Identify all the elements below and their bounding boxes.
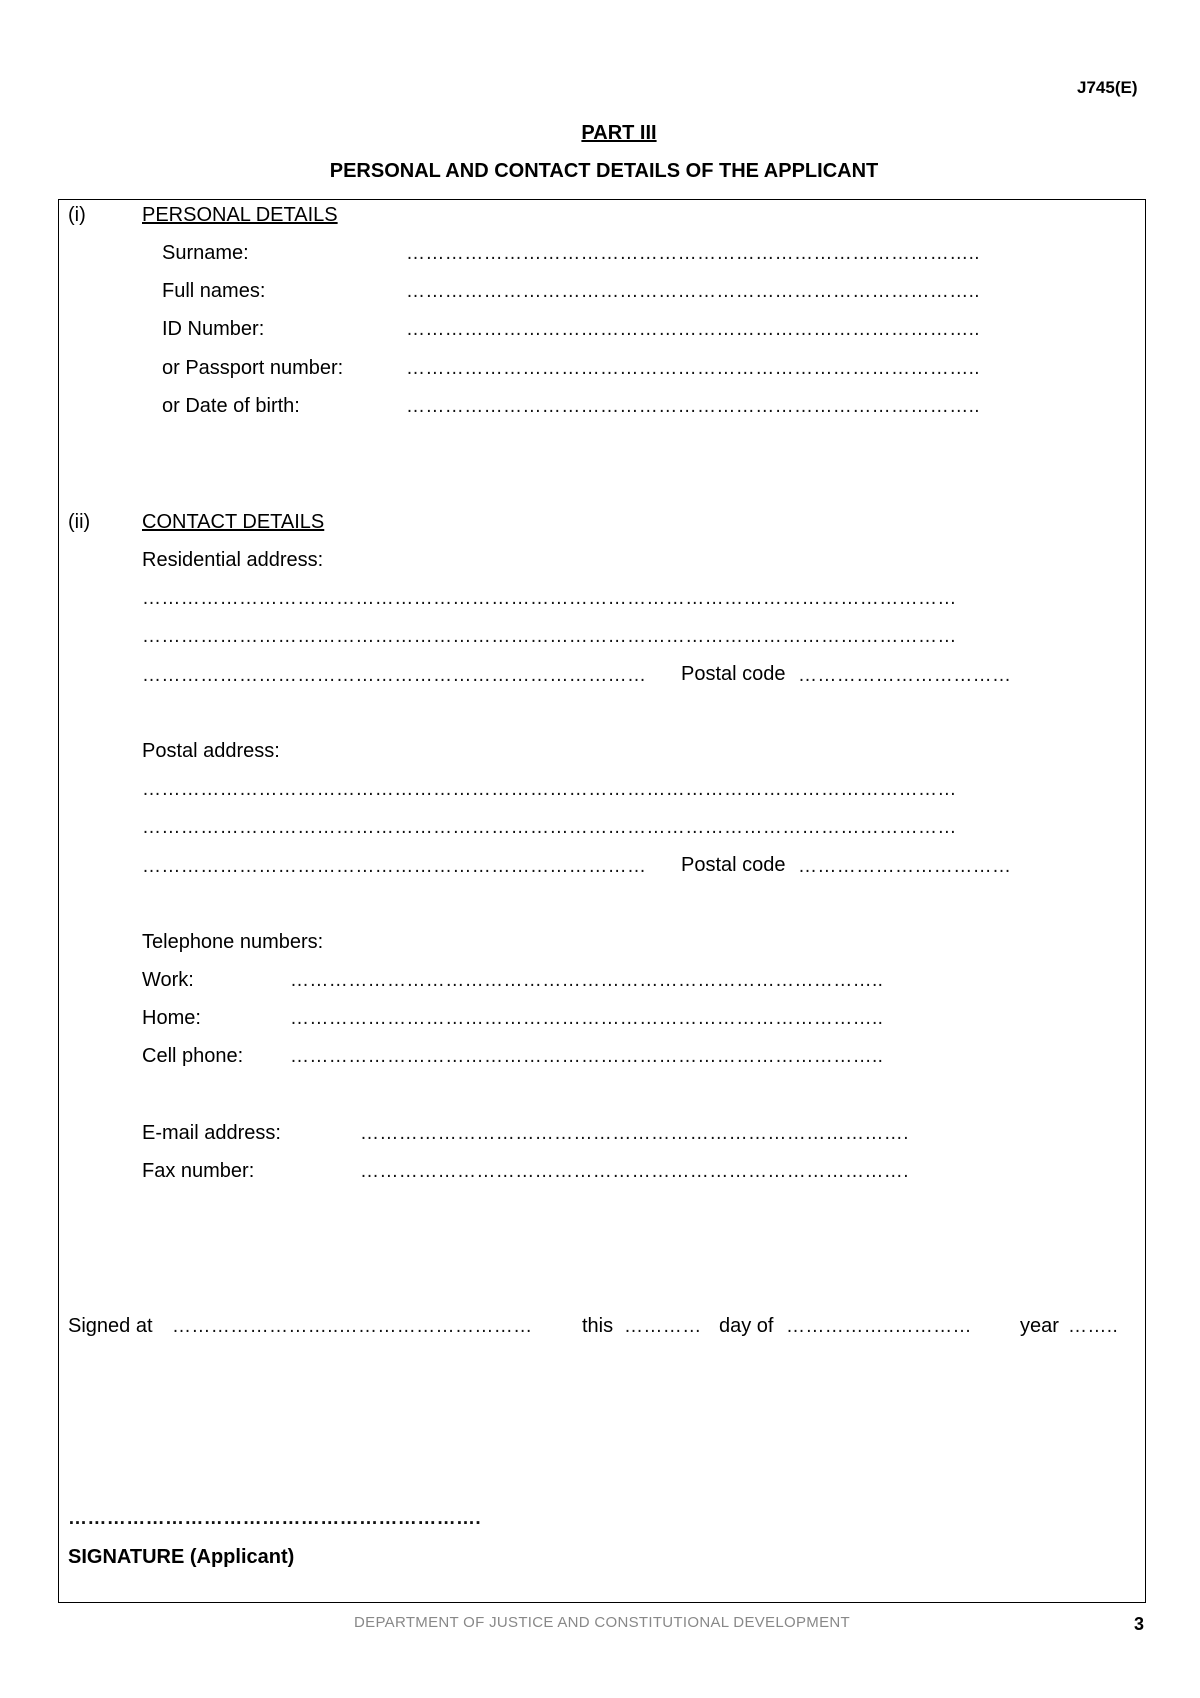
this-label: this bbox=[582, 1315, 614, 1337]
work-phone-field[interactable]: ……………………………………………………………………………….. bbox=[290, 970, 884, 991]
signed-at-label: Signed at bbox=[68, 1315, 153, 1337]
fax-number-label: Fax number: bbox=[142, 1160, 255, 1182]
residential-postal-code-label: Postal code bbox=[681, 663, 786, 685]
signature-field[interactable]: ………………………………………………………. bbox=[68, 1508, 482, 1529]
passport-number-field[interactable]: …………………………………………………………………………….. bbox=[406, 358, 980, 379]
section-heading-personal: PERSONAL DETAILS bbox=[142, 204, 338, 226]
work-phone-label: Work: bbox=[142, 969, 194, 991]
home-phone-label: Home: bbox=[142, 1007, 201, 1029]
cell-phone-label: Cell phone: bbox=[142, 1045, 244, 1067]
residential-postal-code-field[interactable]: …………………………… bbox=[798, 665, 1012, 686]
postal-address-line-2[interactable]: ……………………………………………………………………………………………………………… bbox=[142, 817, 957, 838]
residential-address-line-1[interactable]: ……………………………………………………………………………………………………………… bbox=[142, 588, 957, 609]
full-names-label: Full names: bbox=[162, 280, 266, 302]
signature-label: SIGNATURE (Applicant) bbox=[68, 1546, 295, 1568]
form-subtitle: PERSONAL AND CONTACT DETAILS OF THE APPLICANT bbox=[329, 160, 879, 182]
residential-address-label: Residential address: bbox=[142, 549, 324, 571]
month-field[interactable]: ……………..………… bbox=[786, 1316, 972, 1337]
section-heading-contact: CONTACT DETAILS bbox=[142, 511, 325, 533]
email-address-field[interactable]: …………………………………………………………………………. bbox=[360, 1123, 909, 1144]
id-number-field[interactable]: …………………………………………………………………………….. bbox=[406, 319, 980, 340]
postal-address-label: Postal address: bbox=[142, 740, 280, 762]
passport-number-label: or Passport number: bbox=[162, 357, 344, 379]
page-number: 3 bbox=[1134, 1614, 1145, 1634]
postal-postal-code-label: Postal code bbox=[681, 854, 786, 876]
postal-postal-code-field[interactable]: …………………………… bbox=[798, 856, 1012, 877]
full-names-field[interactable]: …………………………………………………………………………….. bbox=[406, 281, 980, 302]
year-field[interactable]: …….. bbox=[1068, 1316, 1119, 1337]
postal-address-line-1[interactable]: ……………………………………………………………………………………………………………… bbox=[142, 779, 957, 800]
home-phone-field[interactable]: ……………………………………………………………………………….. bbox=[290, 1008, 884, 1029]
date-of-birth-label: or Date of birth: bbox=[162, 395, 300, 417]
id-number-label: ID Number: bbox=[162, 318, 265, 340]
day-of-label: day of bbox=[719, 1315, 774, 1337]
footer-department: DEPARTMENT OF JUSTICE AND CONSTITUTIONAL DEVELOPMENT bbox=[354, 1614, 850, 1631]
residential-address-line-3[interactable]: …………………………………………………………………… bbox=[142, 665, 647, 686]
form-code: J745(E) bbox=[1077, 78, 1138, 97]
fax-number-field[interactable]: …………………………………………………………………………. bbox=[360, 1161, 909, 1182]
email-address-label: E-mail address: bbox=[142, 1122, 281, 1144]
signed-at-place-field[interactable]: ……………………..………………………… bbox=[172, 1316, 533, 1337]
surname-label: Surname: bbox=[162, 242, 249, 264]
residential-address-line-2[interactable]: ……………………………………………………………………………………………………………… bbox=[142, 626, 957, 647]
section-number-contact: (ii) bbox=[68, 511, 91, 533]
cell-phone-field[interactable]: ……………………………………………………………………………….. bbox=[290, 1046, 884, 1067]
surname-field[interactable]: …………………………………………………………………………….. bbox=[406, 243, 980, 264]
section-number-personal: (i) bbox=[68, 204, 86, 226]
year-label: year bbox=[1020, 1315, 1059, 1337]
telephone-numbers-label: Telephone numbers: bbox=[142, 931, 324, 953]
postal-address-line-3[interactable]: …………………………………………………………………… bbox=[142, 856, 647, 877]
date-of-birth-field[interactable]: …………………………………………………………………………….. bbox=[406, 396, 980, 417]
day-field[interactable]: ………… bbox=[624, 1316, 702, 1337]
part-title: PART III bbox=[581, 122, 657, 144]
